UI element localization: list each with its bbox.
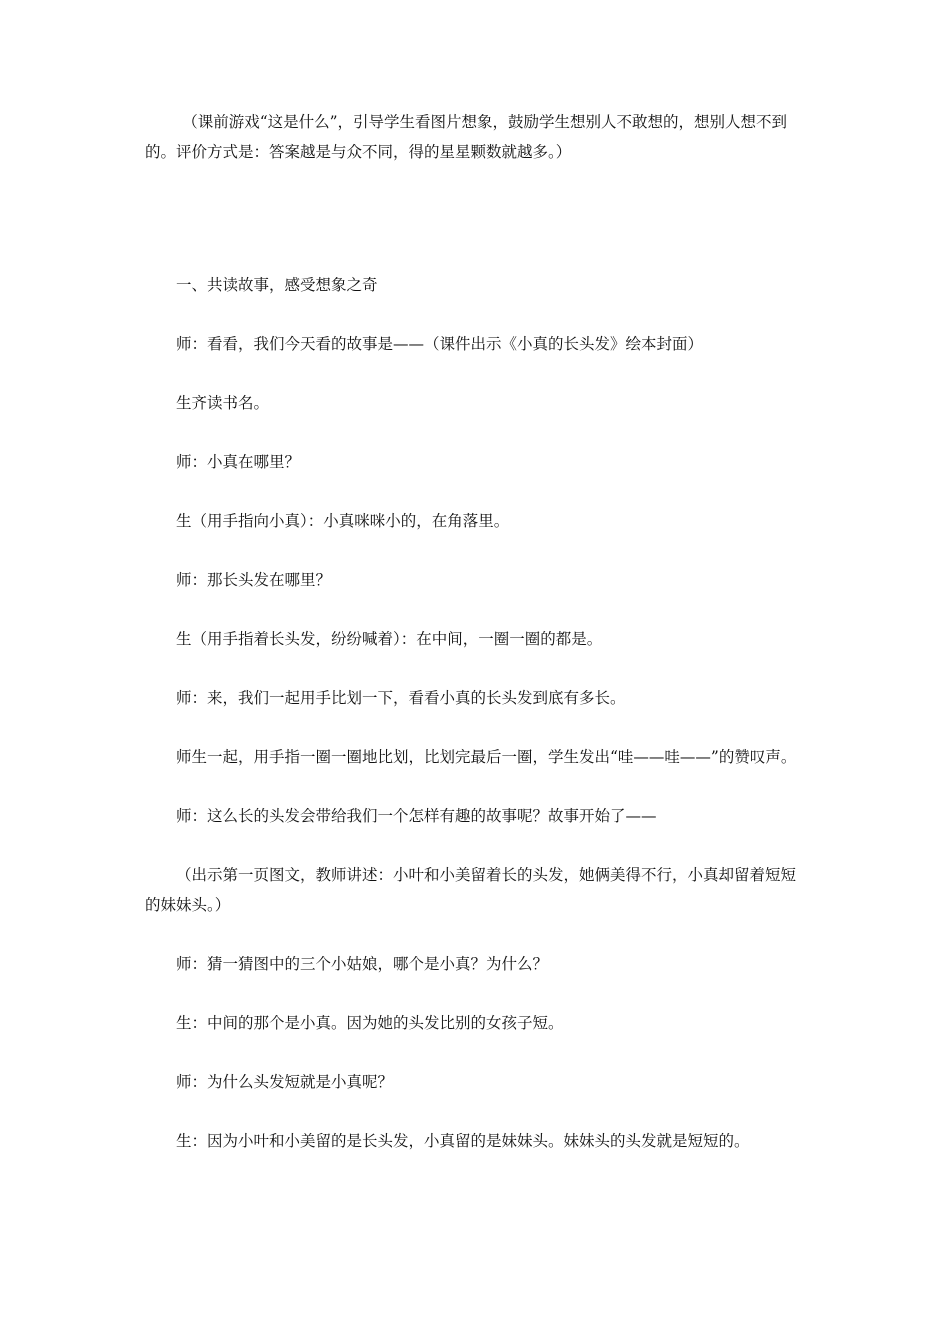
dialogue-paragraph: 师：看看，我们今天看的故事是——（课件出示《小真的长头发》绘本封面）: [176, 335, 704, 353]
dialogue-paragraph: 师：小真在哪里？: [176, 453, 301, 471]
dialogue-paragraph: 生：因为小叶和小美留的是长头发，小真留的是妹妹头。妹妹头的头发就是短短的。: [176, 1132, 750, 1150]
dialogue-paragraph: 生：中间的那个是小真。因为她的头发比别的女孩子短。: [176, 1014, 564, 1032]
dialogue-paragraph: 师生一起，用手指一圈一圈地比划，比划完最后一圈，学生发出“哇——哇——”的赞叹声。: [176, 748, 797, 766]
dialogue-paragraph: 师：这么长的头发会带给我们一个怎样有趣的故事呢？故事开始了——: [176, 807, 657, 825]
dialogue-paragraph: 师：为什么头发短就是小真呢？: [176, 1073, 394, 1091]
dialogue-paragraph: （出示第一页图文，教师讲述：小叶和小美留着长的头发，她俩美得不行，小真却留着短短的妹妹头。）: [145, 866, 797, 914]
dialogue-paragraph: 师：猜一猜图中的三个小姑娘，哪个是小真？为什么？: [176, 955, 549, 973]
dialogue-paragraph: 生（用手指着长头发，纷纷喊着）：在中间，一圈一圈的都是。: [176, 630, 603, 648]
section-spacer: [145, 196, 807, 270]
document-body: [145, 107, 807, 1185]
intro-paragraph: （课前游戏“这是什么”，引导学生看图片想象，鼓励学生想别人不敢想的，想别人想不到的。评价方式是：答案越是与众不同，得的星星颗数就越多。）: [145, 113, 788, 161]
section-heading: 一、共读故事，感受想象之奇: [176, 276, 378, 294]
dialogue-paragraph: 生齐读书名。: [176, 394, 270, 412]
dialogue-paragraph: 师：那长头发在哪里？: [176, 571, 332, 589]
dialogue-paragraph: 生（用手指向小真）：小真咪咪小的，在角落里。: [176, 512, 510, 530]
dialogue-paragraph: 师：来，我们一起用手比划一下，看看小真的长头发到底有多长。: [176, 689, 626, 707]
